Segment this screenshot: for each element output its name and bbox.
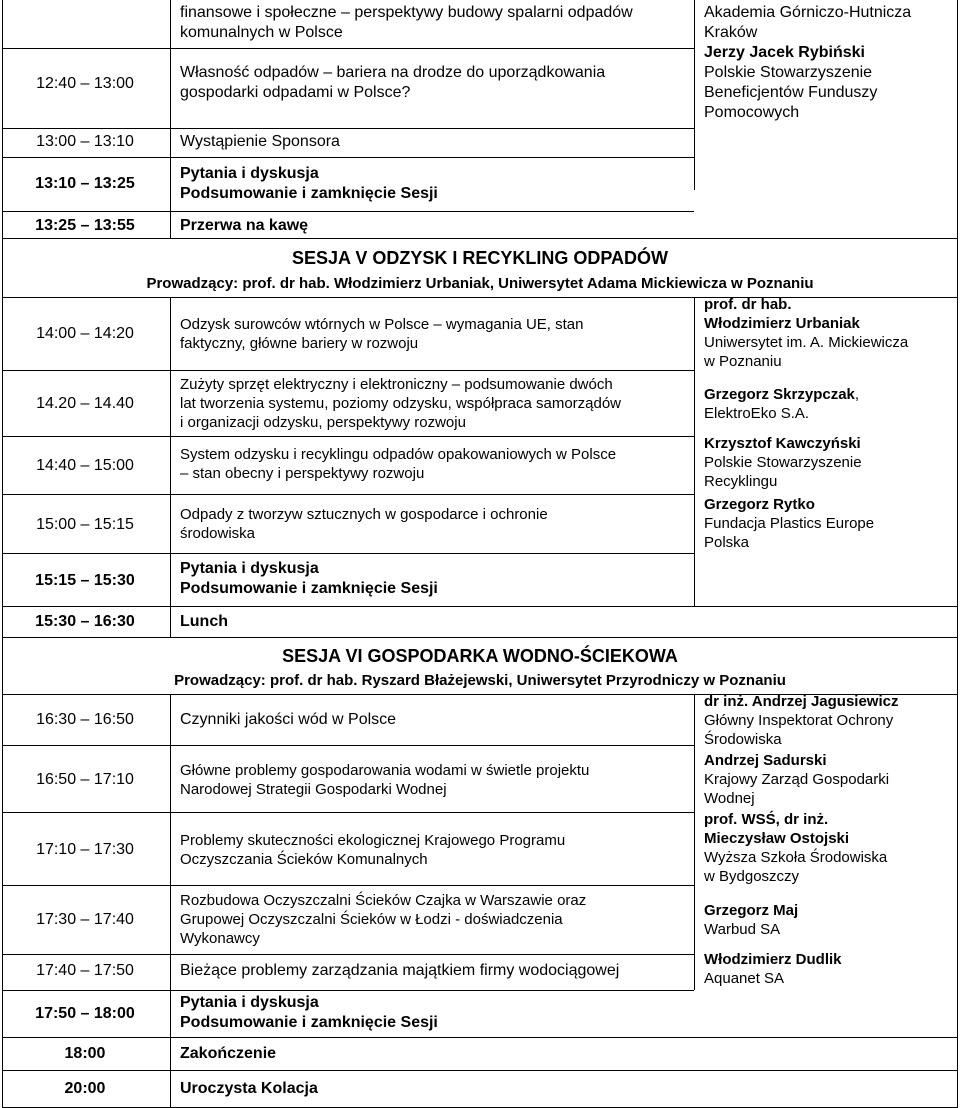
speaker — [704, 810, 960, 886]
title-line: – stan obecny i perspektywy rozwoju — [180, 465, 425, 482]
separator: , — [854, 386, 860, 403]
session-title: SESJA V ODZYSK I RECYKLING ODPADÓW — [291, 248, 669, 268]
speaker-name: Krzysztof Kawczyński — [704, 435, 861, 452]
org-line: ElektroEko S.A. — [704, 405, 810, 422]
title-line: lat tworzenia systemu, poziomy odzysku, współpraca samorządów — [180, 395, 622, 412]
speaker-name: Mieczysław Ostojski — [704, 830, 850, 847]
title-line: Pytania i dyskusja — [180, 994, 319, 1011]
talk-title: Wystąpienie Sponsora — [180, 133, 340, 150]
org-line: Wyższa Szkoła Środowiska — [704, 849, 888, 866]
title-line: Główne problemy gospodarowania wodami w świetle projektu — [180, 762, 590, 779]
org-line: Pomocowych — [704, 104, 800, 121]
time-slot: 12:40 – 13:00 — [36, 75, 134, 92]
title-line: Pytania i dyskusja — [180, 560, 319, 577]
talk-title — [180, 63, 690, 103]
speaker-name: Grzegorz Rytko — [704, 496, 815, 513]
title-line: Problemy skuteczności ekologicznej Krajowego Programu — [180, 832, 566, 849]
speaker — [704, 434, 960, 491]
title-line: Podsumowanie i zamknięcie Sesji — [180, 185, 438, 202]
session-chair: Prowadzący: prof. dr hab. Ryszard Błażejewski, Uniwersytet Przyrodniczy w Poznaniu — [174, 672, 786, 689]
title-line: gospodarki odpadami w Polsce? — [180, 84, 411, 101]
talk-title — [180, 993, 690, 1033]
talk-title — [180, 445, 690, 483]
speaker-name: dr inż. Andrzej Jagusiewicz — [704, 693, 899, 710]
org-line: Uniwersytet im. A. Mickiewicza — [704, 334, 909, 351]
org-line: Kraków — [704, 24, 758, 41]
title-line: środowiska — [180, 525, 256, 542]
talk-title: Uroczysta Kolacja — [180, 1080, 318, 1097]
speaker — [704, 901, 960, 939]
title-line: Grupowej Oczyszczalni Ścieków w Łodzi - doświadczenia — [180, 911, 563, 928]
org-line: Polskie Stowarzyszenie — [704, 454, 862, 471]
time-slot: 15:00 – 15:15 — [36, 516, 134, 533]
title-line: Wykonawcy — [180, 930, 260, 947]
session-title: SESJA VI GOSPODARKA WODNO-ŚCIEKOWA — [282, 646, 678, 666]
time-slot: 14:00 – 14:20 — [36, 325, 134, 342]
speaker-name: Andrzej Sadurski — [704, 752, 827, 769]
session-chair: Prowadzący: prof. dr hab. Włodzimierz Urbaniak, Uniwersytet Adama Mickiewicza w Poznaniu — [146, 275, 814, 292]
org-line: Wodnej — [704, 790, 755, 807]
org-line: Fundacja Plastics Europe — [704, 515, 875, 532]
title-line: komunalnych w Polsce — [180, 24, 343, 41]
title-line: i organizacji odzysku, perspektywy rozwoju — [180, 414, 466, 431]
time-slot: 15:15 – 15:30 — [35, 572, 135, 589]
org-line: Główny Inspektorat Ochrony — [704, 712, 894, 729]
talk-title — [180, 559, 690, 599]
title-line: Pytania i dyskusja — [180, 165, 319, 182]
talk-title: Czynniki jakości wód w Polsce — [180, 711, 397, 728]
speaker-name: prof. dr hab. — [704, 296, 792, 313]
title-line: Oczyszczania Ścieków Komunalnych — [180, 851, 428, 868]
talk-title — [180, 164, 690, 204]
org-line: Środowiska — [704, 731, 782, 748]
speaker — [704, 751, 960, 808]
time-slot: 13:25 – 13:55 — [35, 217, 135, 234]
speaker-name: Jerzy Jacek Rybiński — [704, 44, 865, 61]
org-line: Beneficjentów Funduszy — [704, 84, 878, 101]
speaker-name: Włodzimierz Urbaniak — [704, 315, 860, 332]
org-line: Polska — [704, 534, 750, 551]
talk-title — [180, 3, 690, 43]
title-line: Podsumowanie i zamknięcie Sesji — [180, 1014, 438, 1031]
talk-title — [180, 375, 690, 432]
time-slot: 17:50 – 18:00 — [35, 1005, 135, 1022]
org-line: Warbud SA — [704, 921, 781, 938]
talk-title — [180, 831, 690, 869]
time-slot: 14.20 – 14.40 — [36, 395, 134, 412]
talk-title: Zakończenie — [180, 1045, 277, 1062]
org-line: w Poznaniu — [704, 353, 782, 370]
talk-title — [180, 505, 690, 543]
org-line: Polskie Stowarzyszenie — [704, 64, 873, 81]
speaker-name: prof. WSŚ, dr inż. — [704, 811, 829, 828]
time-slot: 14:40 – 15:00 — [36, 457, 134, 474]
title-line: Odzysk surowców wtórnych w Polsce – wymagania UE, stan — [180, 316, 584, 333]
org-line: Aquanet SA — [704, 970, 785, 987]
title-line: finansowe i społeczne – perspektywy budowy spalarni odpadów — [180, 4, 633, 21]
time-slot: 20:00 — [64, 1080, 106, 1097]
time-slot: 16:30 – 16:50 — [36, 711, 134, 728]
speaker — [704, 950, 960, 988]
title-line: Zużyty sprzęt elektryczny i elektroniczny – podsumowanie dwóch — [180, 376, 613, 393]
speaker — [704, 385, 960, 423]
talk-title: Bieżące problemy zarządzania majątkiem firmy wodociągowej — [180, 962, 620, 979]
time-slot: 18:00 — [64, 1045, 106, 1062]
time-slot: 15:30 – 16:30 — [35, 613, 135, 630]
title-line: Rozbudowa Oczyszczalni Ścieków Czajka w Warszawie oraz — [180, 892, 587, 909]
speaker-name: Włodzimierz Dudlik — [704, 951, 842, 968]
talk-title — [180, 891, 690, 948]
talk-title: Przerwa na kawę — [180, 217, 309, 234]
time-slot: 17:40 – 17:50 — [36, 962, 134, 979]
speaker — [704, 295, 960, 371]
talk-title — [180, 761, 690, 799]
title-line: Narodowej Strategii Gospodarki Wodnej — [180, 781, 447, 798]
org-line: Krajowy Zarząd Gospodarki — [704, 771, 890, 788]
title-line: Własność odpadów – bariera na drodze do uporządkowania — [180, 64, 606, 81]
time-slot: 17:30 – 17:40 — [36, 911, 134, 928]
title-line: faktyczny, główne bariery w rozwoju — [180, 335, 419, 352]
speaker — [704, 692, 960, 749]
speaker — [704, 495, 960, 552]
speaker-org — [704, 3, 960, 43]
title-line: Odpady z tworzyw sztucznych w gospodarce i ochronie — [180, 506, 548, 523]
speaker-name: Grzegorz Skrzypczak — [704, 386, 855, 403]
talk-title: Lunch — [180, 613, 228, 630]
speaker-name: Grzegorz Maj — [704, 902, 799, 919]
org-line: w Bydgoszczy — [704, 868, 800, 885]
time-slot: 13:00 – 13:10 — [36, 133, 134, 150]
org-line: Akademia Górniczo-Hutnicza — [704, 4, 912, 21]
title-line: Podsumowanie i zamknięcie Sesji — [180, 580, 438, 597]
org-line: Recyklingu — [704, 473, 778, 490]
time-slot: 13:10 – 13:25 — [35, 175, 135, 192]
time-slot: 16:50 – 17:10 — [36, 771, 134, 788]
title-line: System odzysku i recyklingu odpadów opakowaniowych w Polsce — [180, 446, 617, 463]
talk-title — [180, 315, 690, 353]
time-slot: 17:10 – 17:30 — [36, 841, 134, 858]
speaker — [704, 43, 960, 123]
